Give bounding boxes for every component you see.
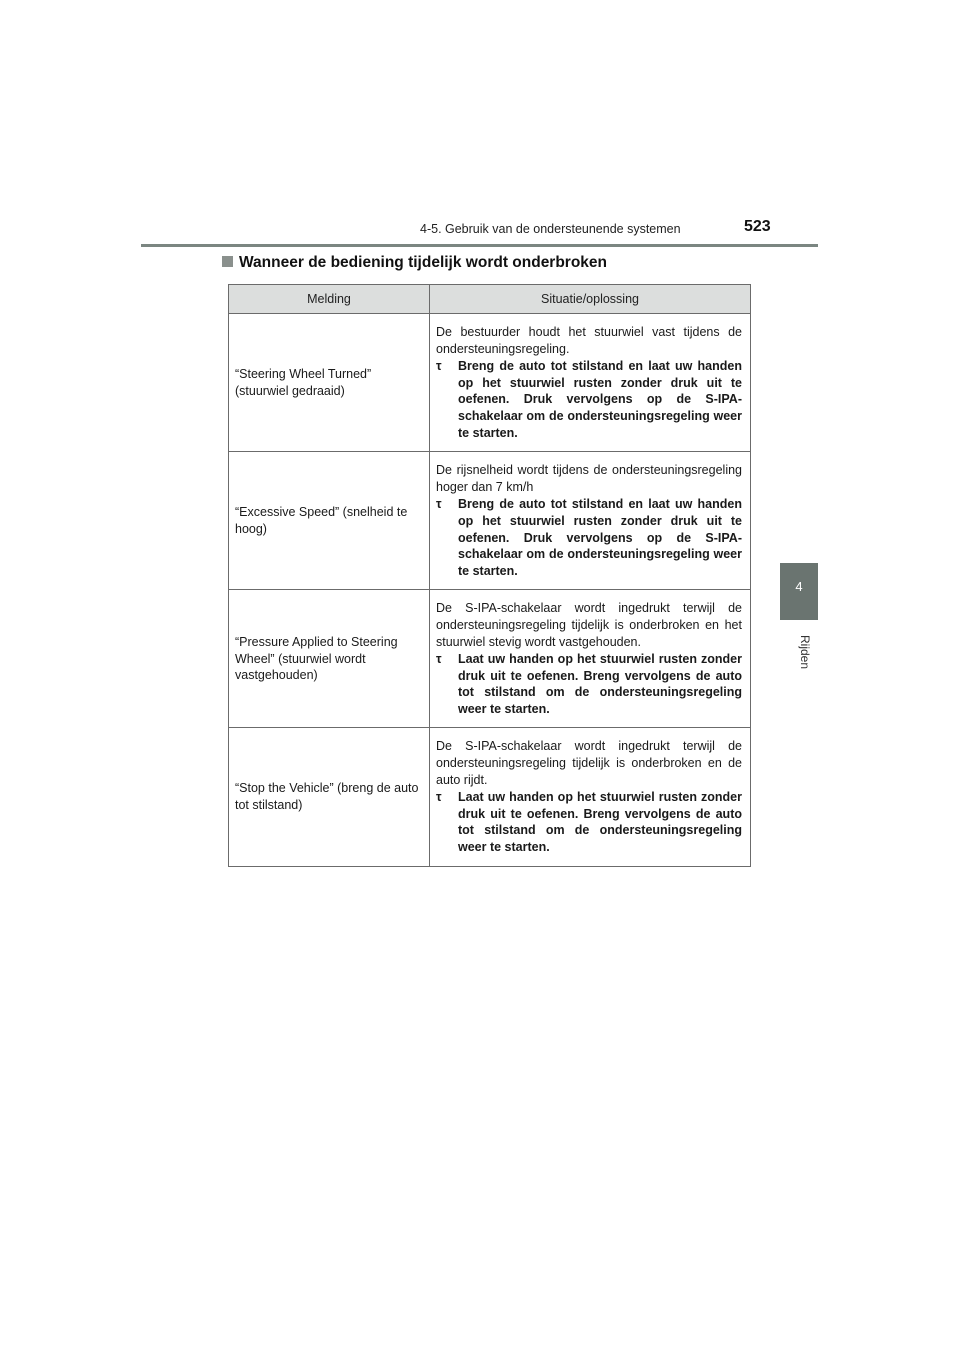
action-text: Breng de auto tot stilstand en laat uw handen op het stuurwiel rusten zonder druk uit te oefenen. Druk vervolgens op de S-IPA-schakelaar om de ondersteuningsregeling weer te starten. <box>458 359 742 440</box>
page-number: 523 <box>744 218 771 235</box>
chapter-tab <box>780 563 818 620</box>
action-step <box>436 789 742 855</box>
chapter-number: 4 <box>795 579 803 594</box>
situation-cell <box>430 728 751 866</box>
table-row <box>229 314 751 452</box>
message-table <box>228 284 751 867</box>
section-heading-text: Wanneer de bediening tijdelijk wordt onderbroken <box>239 254 608 271</box>
message-cell: “Steering Wheel Turned” (stuurwiel gedraaid) <box>229 314 430 452</box>
action-step <box>436 358 742 441</box>
situation-text: De S-IPA-schakelaar wordt ingedrukt terwijl de ondersteuningsregeling tijdelijk is onderbroken en de auto rijdt. <box>436 739 742 787</box>
situation-text: De rijsnelheid wordt tijdens de ondersteuningsregeling hoger dan 7 km/h <box>436 463 742 494</box>
square-bullet-icon <box>222 256 233 267</box>
message-cell: “Pressure Applied to Steering Wheel” (stuurwiel wordt vastgehouden) <box>229 590 430 728</box>
message-cell: “Excessive Speed” (snelheid te hoog) <box>229 452 430 590</box>
action-step <box>436 651 742 717</box>
situation-text: De bestuurder houdt het stuurwiel vast tijdens de ondersteuningsregeling. <box>436 325 742 356</box>
message-cell: “Stop the Vehicle” (breng de auto tot stilstand) <box>229 728 430 866</box>
table-row <box>229 590 751 728</box>
table-row <box>229 452 751 590</box>
running-header: 4-5. Gebruik van de ondersteunende systemen <box>420 222 681 236</box>
section-heading <box>222 254 607 272</box>
column-header-message: Melding <box>229 285 430 314</box>
action-text: Laat uw handen op het stuurwiel rusten zonder druk uit te oefenen. Breng vervolgens de auto tot stilstand om de ondersteuningsregeling weer te starten. <box>458 652 742 716</box>
table-row <box>229 728 751 866</box>
header-rule <box>141 244 818 247</box>
action-step <box>436 496 742 579</box>
action-text: Laat uw handen op het stuurwiel rusten zonder druk uit te oefenen. Breng vervolgens de auto tot stilstand om de ondersteuningsregeling weer te starten. <box>458 790 742 855</box>
step-marker-icon: τ <box>436 652 442 667</box>
table-header-row <box>229 285 751 314</box>
column-header-situation: Situatie/oplossing <box>430 285 751 314</box>
situation-cell <box>430 314 751 452</box>
situation-cell <box>430 590 751 728</box>
chapter-label: Rijden <box>798 634 812 670</box>
situation-cell <box>430 452 751 590</box>
step-marker-icon: τ <box>436 790 442 805</box>
step-marker-icon: τ <box>436 359 442 374</box>
step-marker-icon: τ <box>436 497 442 512</box>
situation-text: De S-IPA-schakelaar wordt ingedrukt terwijl de ondersteuningsregeling tijdelijk is onderbroken en het stuurwiel stevig wordt vastgehouden. <box>436 601 742 649</box>
action-text: Breng de auto tot stilstand en laat uw handen op het stuurwiel rusten zonder druk uit te oefenen. Druk vervolgens op de S-IPA-schakelaar om de ondersteuningsregeling weer te starten. <box>458 497 742 578</box>
